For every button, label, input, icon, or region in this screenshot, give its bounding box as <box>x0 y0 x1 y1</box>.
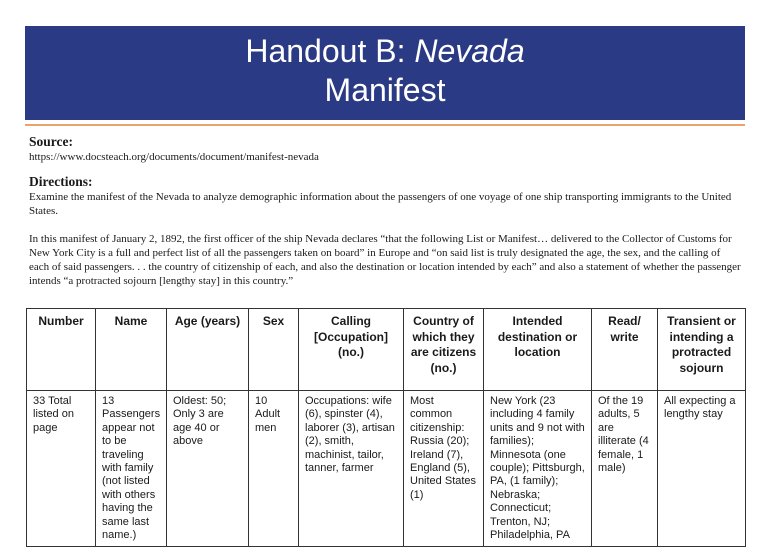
table-row <box>27 391 746 547</box>
directions-text: Examine the manifest of the Nevada to analyze demographic information about the passengers of one voyage of one ship transporting immigrants to the United States. <box>29 191 732 217</box>
manifest-table <box>26 308 746 547</box>
source-heading: Source: <box>29 134 73 149</box>
table-cell: 10 Adult men <box>249 391 299 547</box>
divider-rule <box>25 124 745 126</box>
column-header: Read/ write <box>592 309 658 391</box>
column-header: Name <box>96 309 167 391</box>
column-header: Age (years) <box>167 309 249 391</box>
manifest-description: In this manifest of January 2, 1892, the first officer of the ship Nevada declares “that the following List or Manifest… delivered to the Collector of Customs for New York City is a full and perfect list of all the passengers taken on board” in Europe and “on said list is truly designated the age, the sex, and the calling of each of said passengers. . . the country of citizenship of each, and also the destination or location intended by each” and also a statement of whether the passenger intends “a protracted sojourn [lengthy stay] in this country.” <box>29 233 741 287</box>
column-header: Intended destination or location <box>484 309 592 391</box>
title-line-1: Handout B: Nevada <box>245 33 525 69</box>
title-ship-name: Nevada <box>414 33 525 69</box>
column-header: Sex <box>249 309 299 391</box>
directions-heading: Directions: <box>29 174 93 189</box>
column-header: Calling [Occupation] (no.) <box>299 309 404 391</box>
table-cell: 33 Total listed on page <box>27 391 96 547</box>
table-cell: 13 Passengers appear not to be traveling with family (not listed with others having the same last name.) <box>96 391 167 547</box>
table-cell: Of the 19 adults, 5 are illiterate (4 female, 1 male) <box>592 391 658 547</box>
table-header-row <box>27 309 746 391</box>
intro-section <box>29 134 741 288</box>
table-cell: Occupations: wife (6), spinster (4), laborer (3), artisan (2), smith, machinist, tailor, tanner, farmer <box>299 391 404 547</box>
column-header: Number <box>27 309 96 391</box>
title-line-2: Manifest <box>324 72 446 108</box>
title-banner <box>25 26 745 120</box>
table-cell: New York (23 including 4 family units and 9 not with families); Minnesota (one couple); Pittsburgh, PA, (1 family); Nebraska; Connecticut; Trenton, NJ; Philadelphia, PA <box>484 391 592 547</box>
table-cell: Oldest: 50; Only 3 are age 40 or above <box>167 391 249 547</box>
table-cell: Most common citizenship: Russia (20); Ireland (7), England (5), United States (1) <box>404 391 484 547</box>
column-header: Transient or intending a protracted sojourn <box>658 309 746 391</box>
column-header: Country of which they are citizens (no.) <box>404 309 484 391</box>
table-cell: All expecting a lengthy stay <box>658 391 746 547</box>
source-url[interactable]: https://www.docsteach.org/documents/document/manifest-nevada <box>29 151 319 163</box>
